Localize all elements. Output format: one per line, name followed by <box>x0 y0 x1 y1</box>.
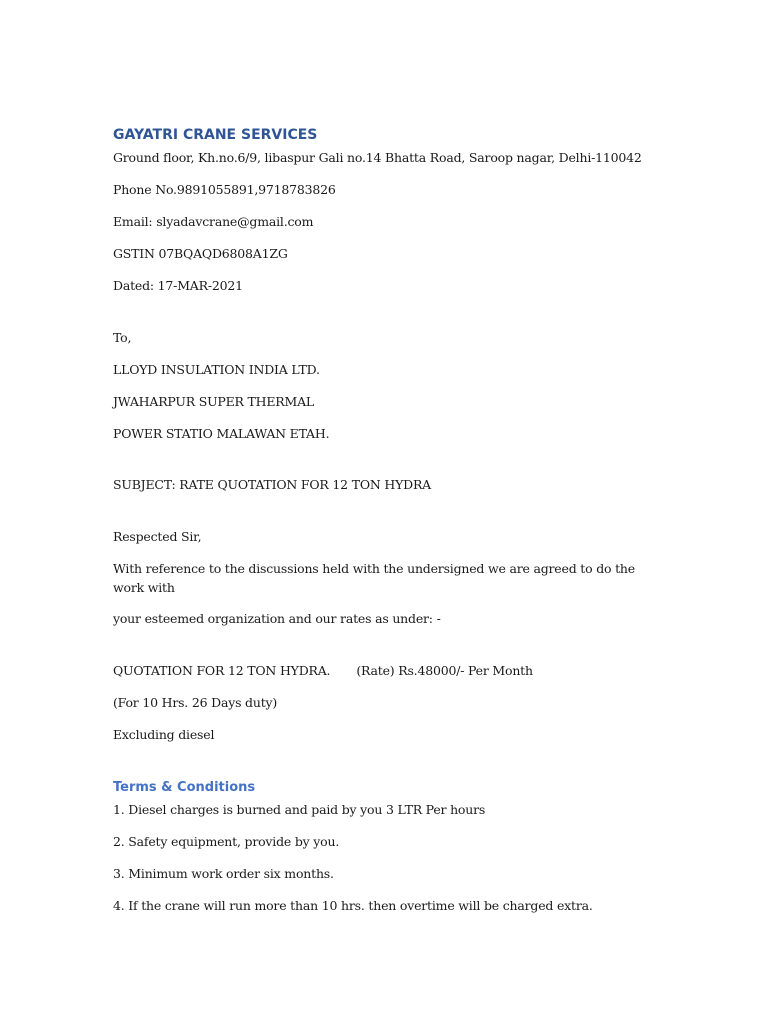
recipient-line-3: POWER STATIO MALAWAN ETAH. <box>113 426 330 441</box>
company-gstin: GSTIN 07BQAQD6808A1ZG <box>113 246 288 261</box>
terms-item: 3. Minimum work order six months. <box>113 866 334 881</box>
quotation-duty: (For 10 Hrs. 26 Days duty) <box>113 695 278 710</box>
letter-date: Dated: 17-MAR-2021 <box>113 278 243 293</box>
terms-heading: Terms & Conditions <box>113 780 256 795</box>
company-address: Ground floor, Kh.no.6/9, libaspur Gali no.14 Bhatta Road, Saroop nagar, Delhi-110042 <box>113 150 642 165</box>
body-paragraph-2: your esteemed organization and our rates as under: - <box>113 611 441 626</box>
recipient-to: To, <box>113 330 132 345</box>
quotation-item: QUOTATION FOR 12 TON HYDRA. <box>113 663 331 678</box>
company-name: GAYATRI CRANE SERVICES <box>113 127 318 143</box>
letter-page <box>113 0 658 1024</box>
body-paragraph-1: With reference to the discussions held with the undersigned we are agreed to do the work with <box>113 561 635 595</box>
company-phone: Phone No.9891055891,9718783826 <box>113 182 336 197</box>
terms-item: 2. Safety equipment, provide by you. <box>113 834 340 849</box>
company-email: Email: slyadavcrane@gmail.com <box>113 214 314 229</box>
recipient-line-2: JWAHARPUR SUPER THERMAL <box>113 394 315 409</box>
terms-item: 4. If the crane will run more than 10 hrs. then overtime will be charged extra. <box>113 898 593 913</box>
letter-subject: SUBJECT: RATE QUOTATION FOR 12 TON HYDRA <box>113 477 432 492</box>
terms-item: 1. Diesel charges is burned and paid by you 3 LTR Per hours <box>113 802 486 817</box>
greeting: Respected Sir, <box>113 529 202 544</box>
quotation-note: Excluding diesel <box>113 727 215 742</box>
quotation-line <box>113 661 533 680</box>
recipient-line-1: LLOYD INSULATION INDIA LTD. <box>113 362 320 377</box>
quotation-rate: (Rate) Rs.48000/- Per Month <box>356 663 533 678</box>
